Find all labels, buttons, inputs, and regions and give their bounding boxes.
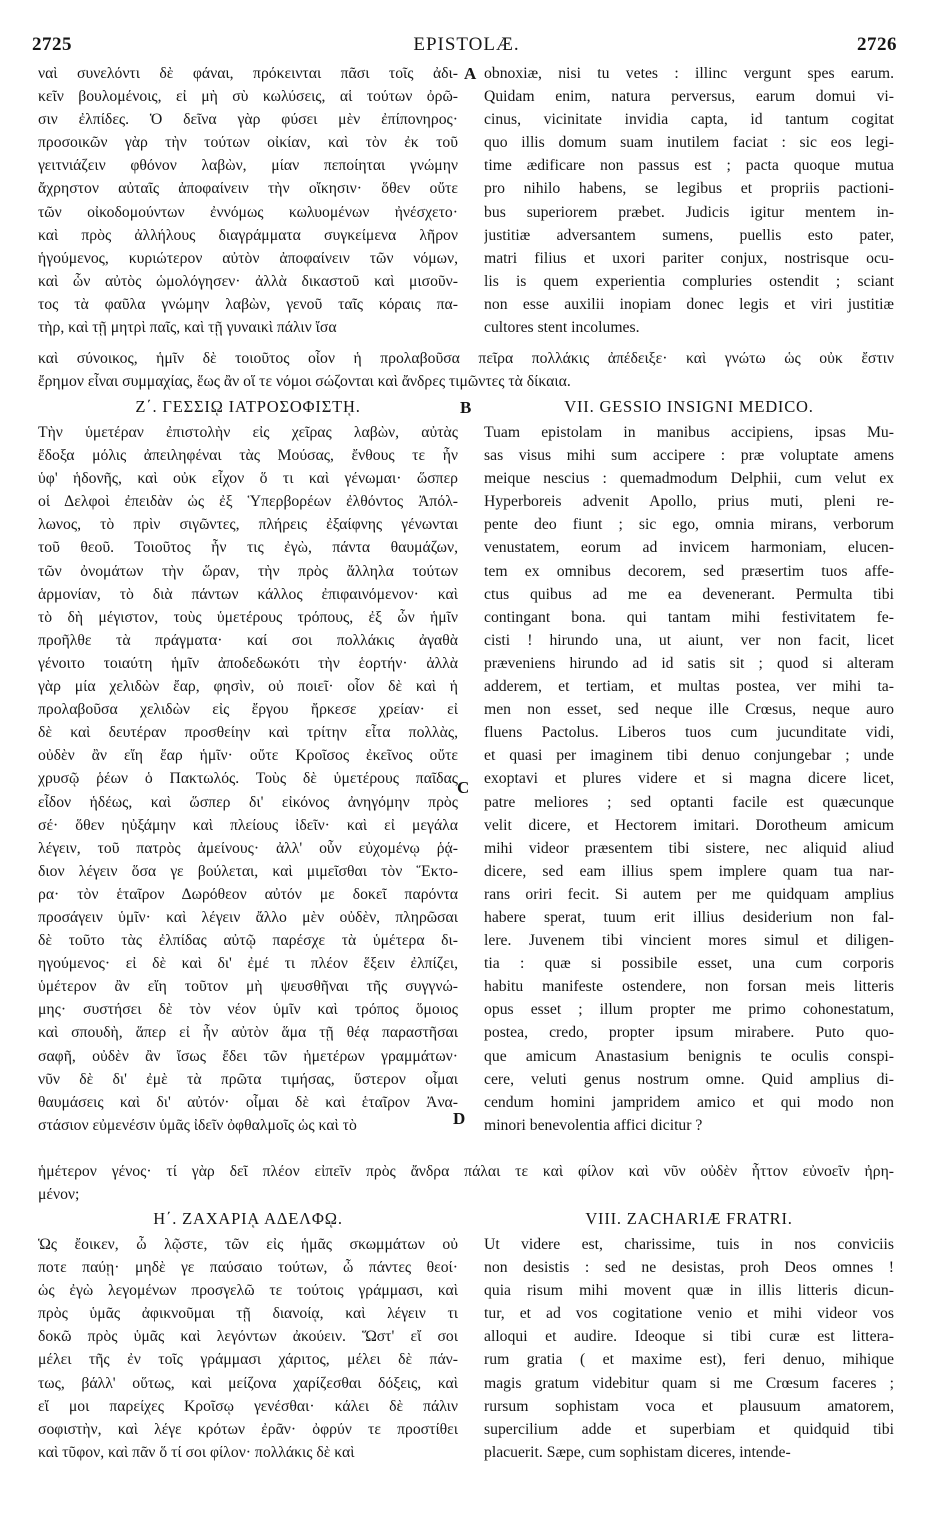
- letter-7-greek-text: [38, 421, 458, 1137]
- text-line: ποτε παύῃ· μηδὲ γε παύσαιο τούτων, ὦ πάντες θεοί·: [38, 1259, 458, 1277]
- greek-fullwidth-continuation-a: [38, 347, 894, 393]
- text-line: velit dicere, et Hectorem imitari. Dorotheum amicum: [484, 816, 894, 834]
- letter-8-latin-text: [484, 1233, 894, 1464]
- text-line: mihi videor præsentem tibi sistere, nec aliquid aliud: [484, 839, 894, 857]
- text-line: rans oriri fecit. Si autem per me quidquam amplius: [484, 885, 894, 903]
- text-line: σέ· ὅθεν ηὐξάμην καὶ πλείους ἰδεῖν· καὶ εἰ μεγάλα: [38, 816, 458, 834]
- text-line: pro nihilo habens, se legibus et propriis pactioni-: [484, 180, 894, 198]
- margin-marker-d: D: [453, 1109, 466, 1128]
- text-line: exoptavi et plures videre et si magna dicere licet,: [484, 770, 894, 788]
- text-line: alloqui et audire. Ideoque si tibi curæ est littera-: [484, 1328, 894, 1346]
- text-line: men non esset, sed neque ille Crœsus, neque auro: [484, 701, 894, 719]
- text-line: obnoxiæ, nisi tu vetes : illinc vergunt spes earum.: [484, 65, 894, 82]
- text-line: minori benevolentia affici dicitur ?: [484, 1116, 703, 1134]
- text-line: ἁρμονίαν, τὸ διὰ πάντων κάλλος ἐπιφαινόμενον· καὶ: [38, 585, 458, 603]
- text-line: γὰρ μία χελιδὼν ἔαρ, φησὶν, οὐ ποιεῖ· οἷον δὲ καὶ ἡ: [38, 678, 458, 696]
- text-line: non esse auxilii inopiam donec legis et viri justitiæ: [484, 295, 894, 313]
- text-line: τὸ δὴ μέγιστον, τοὺς ὑμετέρους τρόπους, ἐξ ὧν ἡμῖν: [38, 608, 458, 626]
- text-line: tem ex omnibus decorem, sed præsertim tuos affe-: [484, 562, 894, 580]
- page-header: [30, 34, 903, 56]
- text-line: δοκῶ πρὸς ὑμᾶς καὶ λεγόντων ἀκούειν. Ὥστ' εἴ σοι: [38, 1328, 458, 1346]
- text-line: quia risum mihi movent quæ in illis litteris dicun-: [484, 1282, 894, 1300]
- text-line: γένοιτο τοιαύτη ἡμῖν ἀποδεδωκότι τὴν ἑορτήν· ἀλλὰ: [38, 654, 458, 672]
- text-line: dicere, sed eam illius spem implere quam tua nar-: [484, 862, 894, 880]
- text-line: τος τὰ φαῦλα γνώμην λαβὼν, γενοῦ ταῖς κόραις πα-: [38, 295, 458, 313]
- text-line: ἡμέτερον γένος· τί γὰρ δεῖ πλέον εἰπεῖν πρὸς ἄνδρα πάλαι τε καὶ φίλον καὶ νῦν οὐδὲν ἧττον εὐνοεῖν ἠρη-: [38, 1163, 894, 1180]
- text-line: Τὴν ὑμετέραν ἐπιστολὴν εἰς χεῖρας λαβὼν, αὐτὰς: [38, 424, 458, 441]
- text-line: εἶδον ἡδέως, καὶ ὥσπερ δι' εἰκόνος ἀνηγόμην πρὸς: [38, 793, 458, 811]
- latin-column-top: [484, 62, 894, 339]
- text-line: Tuam epistolam in manibus accipiens, ipsas Mu-: [484, 424, 894, 441]
- letter-8-greek-heading: Η΄. ΖΑΧΑΡΙᾼ ΑΔΕΛΦῼ.: [153, 1209, 343, 1228]
- text-line: pente deo fiunt ; sic ego, omnia mirans, verborum: [484, 516, 894, 534]
- page-number-left: 2725: [32, 34, 72, 55]
- text-line: καὶ πρὸς ἀλλήλους διαγράμματα συγκείμενα λῆρον: [38, 226, 458, 244]
- text-line: ὑφ' ἡδονῆς, καὶ οὐκ εἶχον ὅ τι καὶ γένωμαι· ὥσπερ: [38, 470, 458, 488]
- text-line: non desistis : sed ne desistas, proh Deos omnes !: [484, 1259, 894, 1277]
- running-title: EPISTOLÆ.: [413, 34, 520, 55]
- text-line: πρὸς ὑμᾶς ἀφικνοῦμαι τῇ διανοίᾳ, καὶ λέγειν τι: [38, 1305, 458, 1323]
- page-number-right: 2726: [857, 34, 897, 55]
- text-line: postea, credo, propter ipsum mirabere. Puto quo-: [484, 1024, 894, 1042]
- text-line: λωνος, τὸ πρὶν σιγῶντες, πλήρεις ἐξαίφνης γένωνται: [38, 516, 458, 534]
- text-line: προσοικῶν γὰρ τὴν τούτων οἰκίαν, καὶ τὸν ἐκ τοῦ: [38, 134, 458, 152]
- text-line: sas visus mihi sum accipere : præ voluptate amens: [484, 447, 894, 465]
- greek-column-top: [38, 62, 458, 339]
- greek-fullwidth-continuation-b: [38, 1160, 894, 1206]
- margin-marker-b: B: [460, 398, 472, 417]
- text-line: que amicum Anastasium benignis te oculis conspi-: [484, 1047, 894, 1065]
- letter-8-greek-text: [38, 1233, 458, 1464]
- text-line: ἄχρηστον αὐταῖς ἀποφαίνειν τὴν οἴκησιν· ὅθεν οὔτε: [38, 180, 458, 198]
- text-line: tia : quæ si possibile esset, una cum corporis: [484, 955, 894, 973]
- text-line: σιν ἐλπίδες. Ὁ δεῖνα γὰρ φύσει μὲν ἐπίπονηρος·: [38, 111, 458, 129]
- text-line: fluens Pactolus. Liberos tuos cum jucunditate vidi,: [484, 724, 894, 742]
- text-line: μέλει τῆς ἐν τοῖς γράμμασι χάριτος, μέλει δὲ πάν-: [38, 1351, 458, 1369]
- text-line: lere. Juvenem tibi vincient mores simul et diligen-: [484, 932, 894, 950]
- margin-marker-a: A: [464, 64, 477, 83]
- letter-7-latin-heading: VII. GESSIO INSIGNI MEDICO.: [564, 397, 814, 416]
- text-line: στάσιον εὐμενέσιν ὑμᾶς ἰδεῖν ὀφθαλμοῖς ὡς καὶ τὸ: [38, 1116, 357, 1134]
- text-line: cere, veluti genus nostrum omne. Quid amplius di-: [484, 1070, 894, 1088]
- text-line: καὶ σπουδὴ, ἅπερ εἰ ἦν αὐτὸν ἅμα τῇ θέᾳ παραστῆσαι: [38, 1024, 458, 1042]
- letter-7-greek-heading: Ζ΄. ΓΕΣΣΙῼ ΙΑΤΡΟΣΟΦΙΣΤῌ.: [135, 397, 361, 416]
- text-line: καὶ σύνοικος, ἡμῖν δὲ τοιοῦτος οἷον ἡ προλαβοῦσα πεῖρα πολλάκις ἀπέδειξε· καὶ γνώτω ὡς οὐκ ἔστιν: [38, 350, 894, 367]
- text-line: contingant bona. qui tantam mihi festivitatem fe-: [484, 608, 894, 626]
- text-line: δὲ τοῦτο τὰς ἐλπίδας αὐτῷ παρέσχε τὰ ὑμέτερα δι-: [38, 932, 458, 950]
- text-line: ρα· τὸν ἑταῖρον Δωρόθεον αὐτόν με δοκεῖ παρόντα: [38, 885, 458, 903]
- text-line: τῶν ὀνομάτων τὴν ὥραν, τὴν πρὸς ἄλληλα τούτων: [38, 562, 458, 580]
- text-line: θαυμάσεις καὶ δι' αὐτόν· οἶμαι δὲ καὶ ἑταῖρον Ἀνα-: [38, 1093, 458, 1111]
- text-line: μης· συστήσει δὲ τὸν νέον ὑμῖν καὶ τρόπος ὅμοιος: [38, 1001, 458, 1019]
- text-line: λέγειν, τοῦ πατρὸς ἀμείνους· ἀλλ' οὖν εὐχομένῳ ῥᾴ-: [38, 839, 458, 857]
- text-line: γειτνιάζειν φθόνον λαβὼν, μίαν πεποίηται γνώμην: [38, 157, 458, 175]
- text-line: venustatem, eorum ad invicem harmoniam, elucen-: [484, 539, 894, 557]
- text-line: ἔδοξα μόλις ἀπειληφέναι τὰς Μούσας, ἔνθους τε ἦν: [38, 447, 458, 465]
- text-line: lis is quem experientia compluries ostendit ; sciant: [484, 272, 894, 290]
- text-line: ναὶ συνελόντι δὲ φάναι, πρόκεινται πᾶσι τοῖς ἀδι-: [38, 65, 458, 82]
- text-line: et quasi per imaginem tibi denuo conjungebar ; unde: [484, 747, 894, 765]
- text-line: præveniens hirundo ad id satis sit ; quod si alteram: [484, 654, 894, 672]
- text-line: καὶ τῦφον, καὶ πᾶν ὅ τί σοι φίλον· πολλάκις δὲ καὶ: [38, 1443, 355, 1461]
- text-line: προλαβοῦσα χελιδὼν εἰς ἔργου ἤρκεσε χρείαν· εἰ: [38, 701, 458, 719]
- text-line: cendum homini jampridem amico et qui modo non: [484, 1093, 894, 1111]
- text-line: τὴρ, καὶ τῇ μητρὶ παῖς, καὶ τῇ γυναικὶ πάλιν ἴσα: [38, 319, 337, 337]
- text-line: matri filius et uxori pariter conjux, nostrisque ocu-: [484, 249, 894, 267]
- text-line: ὑμέτερον ἂν εἴη τοῦτον μὴ ψευσθῆναι τῆς συγγνώ-: [38, 978, 458, 996]
- text-line: habere sperat, tuum erit illius desiderium non fal-: [484, 908, 894, 926]
- text-line: ἡγούμενος, κυριώτερον αὐτὸν ἀποφαίνειν τῶν νόμων,: [38, 249, 458, 267]
- text-line: quo illis domum suam inutilem faciat : sic eos legi-: [484, 134, 894, 152]
- text-line: cisti ! hirundo una, ut aiunt, ver non facit, licet: [484, 631, 894, 649]
- text-line: προσάγειν ὑμῖν· καὶ λέγειν ἄλλο μὲν οὐδὲν, πληρῶσαι: [38, 908, 458, 926]
- text-line: μένον;: [38, 1186, 80, 1204]
- text-line: διον λέγειν ὅσα γε βούλεται, καὶ μιμεῖσθαι τὸν Ἕκτο-: [38, 862, 458, 880]
- text-line: κεῖν βουλομένοις, εἰ μὴ σὺ κωλύσεις, αἱ τούτων ὀρῶ-: [38, 88, 458, 106]
- text-line: σοφιστὴν, καὶ λέγε κρότων ἐρᾶν· ὀφρύν τε προστίθει: [38, 1420, 458, 1438]
- text-line: ηγούμενος· εἰ δὲ καὶ δι' ἐμέ τι πλέον ἕξειν ἐλπίζει,: [38, 955, 458, 973]
- letter-8-latin-heading: VIII. ZACHARIÆ FRATRI.: [585, 1209, 793, 1228]
- text-line: οἱ Δελφοὶ ἐπειδὰν ὡς ἐξ Ὑπερβορέων ἐλθόντος Ἀπόλ-: [38, 493, 458, 511]
- text-line: time ædificare non passus est ; pacta quoque mutua: [484, 157, 894, 175]
- text-line: Hyperboreis advenit Apollo, prius muti, pleni re-: [484, 493, 894, 511]
- text-line: habitu manifeste ostendere, non forsan meis litteris: [484, 978, 894, 996]
- text-line: οὐδὲν ἂν εἴη ἔαρ ἡμῖν· οὔτε Κροῖσος ἐκεῖνος οὔτε: [38, 747, 458, 765]
- text-line: adderem, et tertiam, et multas postea, ver mihi ta-: [484, 678, 894, 696]
- text-line: rum gratia ( et maxime est), feri denuo, mihique: [484, 1351, 894, 1369]
- text-line: meique nescius : quemadmodum Delphii, cum velut ex: [484, 470, 894, 488]
- text-line: magis gratum videbitur quam si me Crœsum faceres ;: [484, 1374, 894, 1392]
- text-line: καὶ ὧν αὐτὸς ὡμολόγησεν· ἀλλὰ δικαστοῦ καὶ μισοῦν-: [38, 272, 458, 290]
- text-line: bus superiorem præbet. Judicis igitur mentem in-: [484, 203, 894, 221]
- text-line: cultores stent incolumes.: [484, 319, 640, 337]
- text-line: τως, βάλλ' οὕτως, καὶ μείζονα χαρίζεσθαι δόξεις, καὶ: [38, 1374, 458, 1392]
- text-line: opus esset ; illum propter me primo cohonestatum,: [484, 1001, 894, 1019]
- text-line: δὲ καὶ δευτέραν προσθείην καὶ τρίτην εἶτα πολλὰς,: [38, 724, 458, 742]
- text-line: νῦν δὲ δι' ἐμὲ τὰ πρῶτα τιμήσας, ὕστερον οἶμαι: [38, 1070, 458, 1088]
- text-line: supercilium adde et superbiam et quidquid tibi: [484, 1420, 894, 1438]
- text-line: τοῦ θεοῦ. Τοιοῦτος ἦν τις ἐγὼ, πάντα θαυμάζων,: [38, 539, 458, 557]
- text-line: tur, et ad vos cogitatione venio et mihi videor vos: [484, 1305, 894, 1323]
- text-line: προῆλθε τὰ πράγματα· καί σοι πολλάκις ἀγαθὰ: [38, 631, 458, 649]
- text-line: placuerit. Sæpe, cum sophistam diceres, intende-: [484, 1443, 791, 1461]
- text-line: Ut videre est, charissime, tuis in nos conviciis: [484, 1236, 894, 1253]
- text-line: ὡς ἐγὼ λεγομένων προσγελῶ τε τούτοις γράμμασι, καὶ: [38, 1282, 458, 1300]
- text-line: ἔρημον εἶναι συμμαχίας, ἕως ἂν οἵ τε νόμοι σώζονται καὶ ἄνδρες τιμῶντες τὰ δίκαια.: [38, 373, 571, 391]
- text-line: justitiæ adversantem sumens, puellis esto pater,: [484, 226, 894, 244]
- text-line: patre meliores ; sed optanti facile est quæcunque: [484, 793, 894, 811]
- margin-marker-c: C: [457, 778, 470, 797]
- text-line: ctus quibus ad me ea devenerant. Permulta tibi: [484, 585, 894, 603]
- text-line: cinus, vicinitate invidia capta, id tantum cogitat: [484, 111, 894, 129]
- text-line: εἴ μοι παρείχες Κροῖσῳ γενέσθαι· κάλει δὲ πάλιν: [38, 1397, 458, 1415]
- text-line: χρυσῷ ῥέων ὁ Πακτωλός. Τοὺς δὲ ὑμετέρους παῖδας: [38, 770, 458, 788]
- letter-7-latin-text: [484, 421, 894, 1137]
- text-line: Quidam enim, natura perversus, earum domui vi-: [484, 88, 894, 106]
- text-line: σαφῆ, οὐδὲν ἂν ἴσως ἔδει τῶν ἡμετέρων γραμμάτων·: [38, 1047, 458, 1065]
- text-line: rursum sophistam voca et plausuum amatorem,: [484, 1397, 894, 1415]
- text-line: Ὡς ἔοικεν, ὦ λῷστε, τῶν εἰς ἡμᾶς σκωμμάτων οὐ: [38, 1236, 458, 1253]
- text-line: τῶν οἰκοδομούντων ἐννόμως κωλυομένων ἠνέσχετο·: [38, 203, 458, 221]
